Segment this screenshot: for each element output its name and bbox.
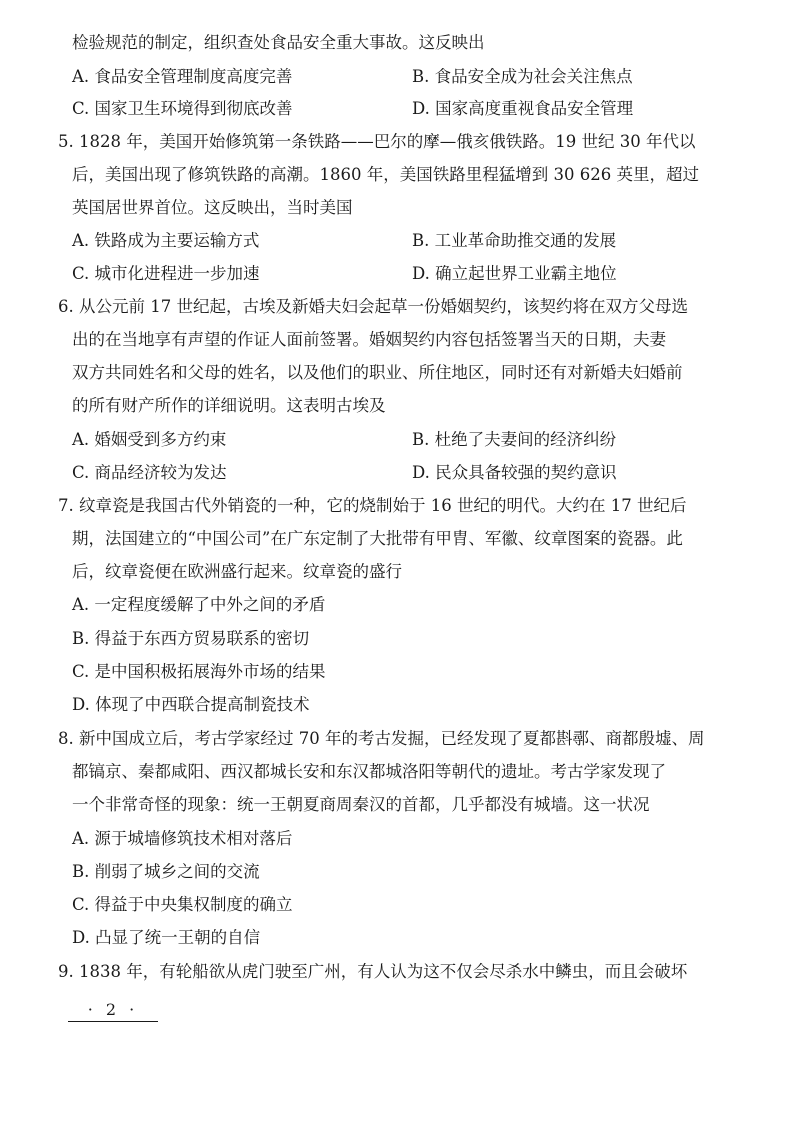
- q7-option-a: A. 一定程度缓解了中外之间的矛盾: [72, 595, 326, 614]
- q6-option-d: D. 民众具备较强的契约意识: [412, 463, 617, 482]
- q7-option-d: D. 体现了中西联合提高制瓷技术: [72, 695, 310, 714]
- q6-option-a: A. 婚姻受到多方约束: [72, 430, 227, 449]
- q8-option-d: D. 凸显了统一王朝的自信: [72, 928, 261, 947]
- q6-option-c: C. 商品经济较为发达: [72, 463, 227, 482]
- q5-option-a: A. 铁路成为主要运输方式: [72, 231, 260, 250]
- q8-stem-line-1: 8. 新中国成立后，考古学家经过 70 年的考古发掘，已经发现了夏都斟鄩、商都殷墟、周: [58, 729, 705, 748]
- q5-option-b: B. 工业革命助推交通的发展: [412, 231, 617, 250]
- q6-stem-line-4: 的所有财产所作的详细说明。这表明古埃及: [72, 396, 386, 415]
- q4-option-c: C. 国家卫生环境得到彻底改善: [72, 99, 293, 118]
- q7-stem-line-1: 7. 纹章瓷是我国古代外销瓷的一种，它的烧制始于 16 世纪的明代。大约在 17 世纪后: [58, 496, 687, 515]
- q7-option-c: C. 是中国积极拓展海外市场的结果: [72, 662, 326, 681]
- q4-option-a: A. 食品安全管理制度高度完善: [72, 67, 293, 86]
- q5-stem-line-2: 后，美国出现了修筑铁路的高潮。1860 年，美国铁路里程猛增到 30 626 英里，超过: [72, 165, 699, 184]
- q4-option-d: D. 国家高度重视食品安全管理: [412, 99, 634, 118]
- q8-option-c: C. 得益于中央集权制度的确立: [72, 895, 293, 914]
- q8-option-a: A. 源于城墙修筑技术相对落后: [72, 829, 293, 848]
- q6-stem-line-2: 出的在当地享有声望的作证人面前签署。婚姻契约内容包括签署当天的日期，夫妻: [72, 330, 666, 349]
- q4-option-b: B. 食品安全成为社会关注焦点: [412, 67, 633, 86]
- q9-stem-line-1: 9. 1838 年，有轮船欲从虎门驶至广州，有人认为这不仅会尽杀水中鳞虫，而且会破坏: [58, 962, 688, 981]
- q5-option-c: C. 城市化进程进一步加速: [72, 264, 260, 283]
- q4-stem-tail: 检验规范的制定，组织查处食品安全重大事故。这反映出: [72, 33, 485, 52]
- q5-stem-line-3: 英国居世界首位。这反映出，当时美国: [72, 198, 353, 217]
- q5-option-d: D. 确立起世界工业霸主地位: [412, 264, 617, 283]
- q8-option-b: B. 削弱了城乡之间的交流: [72, 862, 260, 881]
- q5-stem-line-1: 5. 1828 年，美国开始修筑第一条铁路——巴尔的摩—俄亥俄铁路。19 世纪 30 年代以: [58, 132, 696, 151]
- q7-option-b: B. 得益于东西方贸易联系的密切: [72, 629, 310, 648]
- q7-stem-line-2: 期，法国建立的“中国公司”在广东定制了大批带有甲胄、军徽、纹章图案的瓷器。此: [72, 529, 683, 548]
- q6-stem-line-3: 双方共同姓名和父母的姓名，以及他们的职业、所住地区，同时还有对新婚夫妇婚前: [72, 363, 683, 382]
- q8-stem-line-2: 都镐京、秦都咸阳、西汉都城长安和东汉都城洛阳等朝代的遗址。考古学家发现了: [72, 762, 666, 781]
- q8-stem-line-3: 一个非常奇怪的现象：统一王朝夏商周秦汉的首都，几乎都没有城墙。这一状况: [72, 795, 650, 814]
- q7-stem-line-3: 后，纹章瓷便在欧洲盛行起来。纹章瓷的盛行: [72, 562, 402, 581]
- q6-stem-line-1: 6. 从公元前 17 世纪起，古埃及新婚夫妇会起草一份婚姻契约，该契约将在双方父母选: [58, 297, 688, 316]
- q6-option-b: B. 杜绝了夫妻间的经济纠纷: [412, 430, 617, 449]
- page-number: · 2 ·: [68, 1000, 158, 1022]
